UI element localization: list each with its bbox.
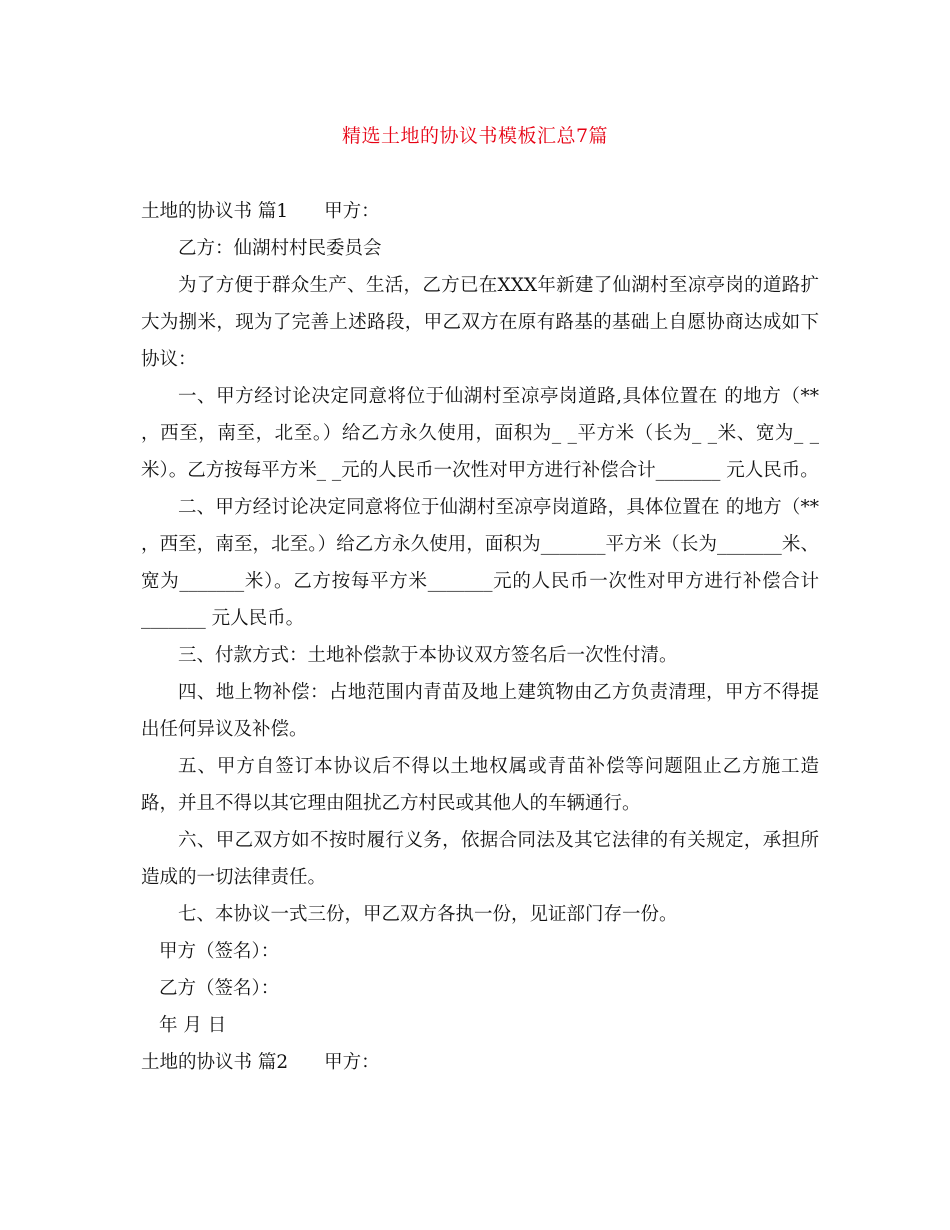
section1-clause-4: 四、地上物补偿：占地范围内青苗及地上建筑物由乙方负责清理，甲方不得提出任何异议及补偿。 — [141, 682, 819, 740]
section1-intro: 为了方便于群众生产、生活，乙方已在XXX年新建了仙湖村至凉亭岗的道路扩大为捌米，现为了完善上述路段，甲乙双方在原有路基的基础上自愿协商达成如下协议： — [141, 275, 819, 370]
document-body — [141, 193, 819, 1081]
section1-date: 年 月 日 — [159, 1015, 227, 1036]
section1-clause-7: 七、本协议一式三份，甲乙双方各执一份，见证部门存一份。 — [178, 904, 678, 925]
section2-heading: 土地的协议书 篇2 — [141, 1052, 289, 1073]
section1-party-a: 甲方： — [324, 201, 380, 222]
section1-clause-5: 五、甲方自签订本协议后不得以土地权属或青苗补偿等问题阻止乙方施工造路，并且不得以其它理由阻扰乙方村民或其他人的车辆通行。 — [141, 756, 819, 814]
document-title-text: 精选土地的协议书模板汇总7篇 — [341, 125, 609, 147]
section1-clause-2: 二、甲方经讨论决定同意将位于仙湖村至凉亭岗道路，具体位置在 的地方（** ，西至，南至，北至。）给乙方永久使用，面积为_______平方米（长为_______米、宽为_______米）。乙方按每平方米_______元的人民币一次性对甲方进行补偿合计_______ 元人民币。 — [141, 497, 819, 629]
section1-clause-3: 三、付款方式：土地补偿款于本协议双方签名后一次性付清。 — [178, 645, 678, 666]
section2-party-a: 甲方： — [324, 1052, 380, 1073]
section2-heading-line — [141, 1044, 819, 1081]
section1-party-b: 乙方：仙湖村村民委员会 — [178, 238, 382, 259]
document-title — [0, 124, 950, 148]
section1-heading-line — [141, 193, 819, 230]
section1-clause-6: 六、甲乙双方如不按时履行义务，依据合同法及其它法律的有关规定，承担所造成的一切法律责任。 — [141, 830, 819, 888]
section1-heading: 土地的协议书 篇1 — [141, 201, 289, 222]
section1-sign-a: 甲方（签名）： — [159, 941, 280, 962]
section1-clause-1: 一、甲方经讨论决定同意将位于仙湖村至凉亭岗道路,具体位置在 的地方（** ，西至，南至，北至。）给乙方永久使用，面积为_ _平方米（长为_ _米、宽为_ _米）。乙方按每平方米_ _元的人民币一次性对甲方进行补偿合计_______ 元人民币。 — [141, 386, 819, 481]
section1-sign-b: 乙方（签名）： — [159, 978, 280, 999]
